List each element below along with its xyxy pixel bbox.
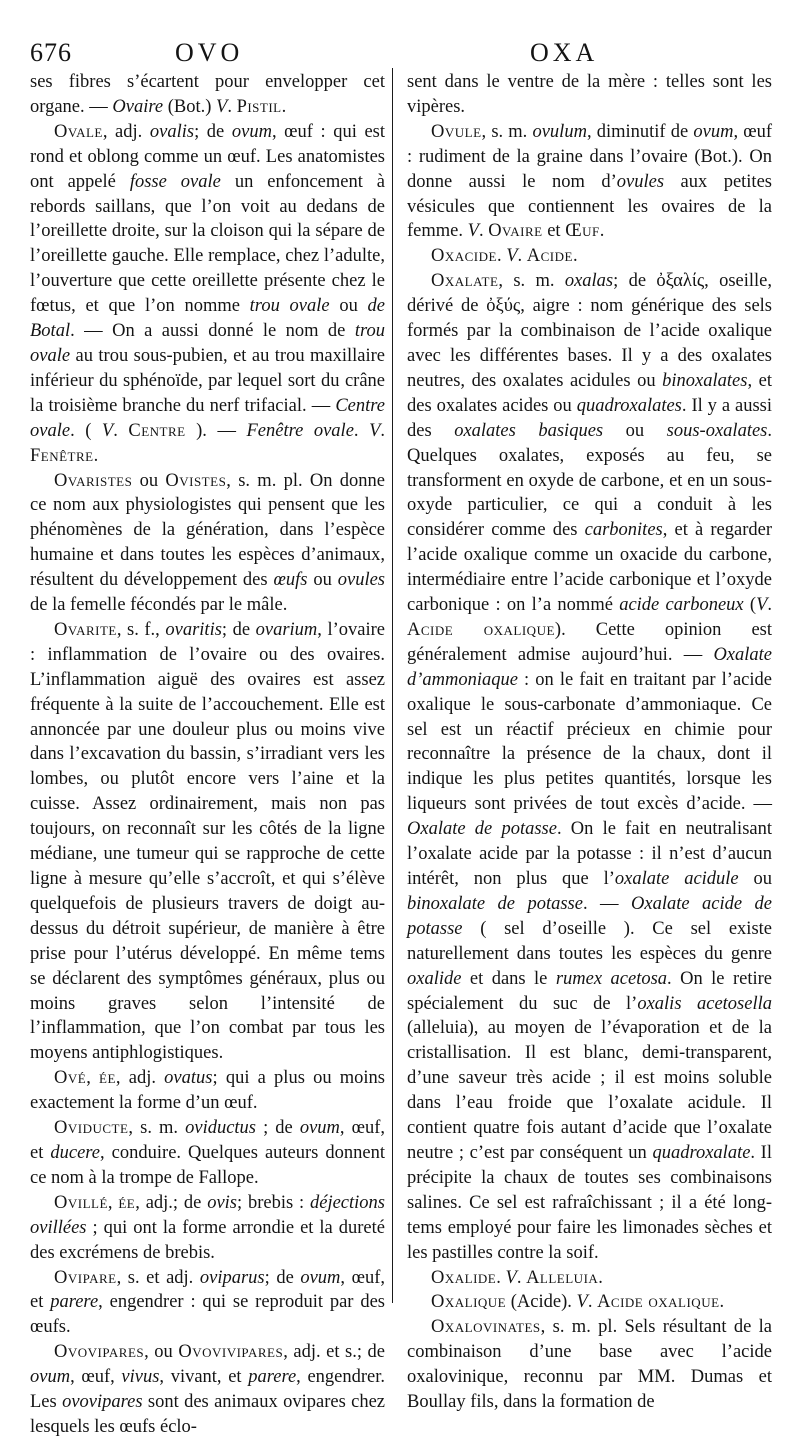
entry-oxalique: Oxalique (Acide). V. Acide oxalique. [431, 1292, 725, 1313]
entry-oviducte: Oviducte, s. m. oviductus ; de ovum, œuf, et ducere, conduire. Quelques auteurs donnent ce nom à la trompe de Fallope. [30, 1118, 385, 1188]
entry-oxacide: Oxacide. V. Acide. [431, 246, 578, 267]
entry-oxalovinates: Oxalovinates, s. m. pl. Sels résultant de la combinaison d’une base avec l’acide oxalovinique, reconnu par MM. Dumas et Boullay fils, dans la formation de [407, 1317, 772, 1413]
entry-ovarite: Ovarite, s. f., ovaritis; de ovarium, l’ovaire : inflammation de l’ovaire ou des ovaires. L’inflammation aiguë des ovaires est assez fréquente à la suite de l’accouchement. Elle est annoncée par une douleur plus ou moins vive dans l’excavation du bassin, s’irradiant vers les lombes, ou plutôt encore vers l’aine et la cuisse. Assez ordinairement, mais non pas toujours, on reconnaît sur les côtés de la ligne médiane, une tumeur qui se rapproche de cette ligne à mesure qu’elle s’accroît, et qui s’élève quelquefois de plusieurs travers de doigt au-dessus du détroit supérieur, de manière à être prise pour l’utérus développé. En même tems se déclarent des symptômes généraux, plus ou moins graves selon l’intensité de l’inflammation, que l’on combat par tous les moyens antiphlogistiques. [30, 619, 385, 1064]
column-divider [392, 68, 393, 1303]
entry-oxalide: Oxalide. V. Alleluia. [431, 1267, 603, 1288]
left-column [30, 70, 385, 1440]
page-number: 676 [30, 38, 72, 67]
entry-oxalate: Oxalate, s. m. oxalas; de ὀξαλίς, oseille, dérivé de ὀξύς, aigre : nom générique des sels formés par la combinaison de l’acide oxalique avec les différentes bases. Il y a des oxalates neutres, des oxalates acidules ou binoxalates, et des oxalates acides ou quadroxalates. Il y a aussi des oxalates basiques ou sous-oxalates. Quelques oxalates, exposés au feu, se transforment en oxyde de carbone, et en un sous-oxyde particulier, ce qui a conduit à les considérer comme des carbonites, et à regarder l’acide oxalique comme un oxacide du carbone, intermédiaire entre l’acide carbonique et l’oxyde carbonique : on l’a nommé acide carboneux (V. Acide oxalique). Cette opinion est généralement admise aujourd’hui. — Oxalate d’ammoniaque : on le fait en traitant par l’acide oxalique le sous-carbonate d’ammoniaque. Ce sel est un réactif précieux en chimie pour reconnaître la présence de la chaux, dont il indique les plus petites quantités, lorsque les liqueurs sont privées de tout excès d’acide. — Oxalate de potasse. On le fait en neutralisant l’oxalate acide par la potasse : il n’est d’aucun intérêt, non plus que l’oxalate acidule ou binoxalate de potasse. — Oxalate acide de potasse ( sel d’oseille ). Ce sel existe naturellement dans toutes les espèces du genre oxalide et dans le rumex acetosa. On le retire spécialement du suc de l’oxalis acetosella (alleluia), au moyen de l’évaporation et de la cristallisation. Il est blanc, demi-transparent, d’une saveur très acide ; il est moins soluble dans l’eau froide que l’oxalate acidule. Il contient quatre fois autant d’acide que l’oxalate neutre ; c’est par conséquent un quadroxalate. Il précipite la chaux de toutes ses combinaisons salines. Ce sel est rafraîchissant ; il a été long-tems employé pour faire les limonades sèches et les pastilles contre la soif. [407, 271, 773, 1263]
entry-oville: Ovillé, ée, adj.; de ovis; brebis : déjections ovillées ; qui ont la forme arrondie et la dureté des excrémens de brebis. [30, 1192, 385, 1263]
left-running-head: OVO [175, 38, 244, 67]
right-column [407, 70, 772, 1415]
entry-ovaristes: Ovaristes ou Ovistes, s. m. pl. On donne ce nom aux physiologistes qui pensent que les phénomènes de la génération, dans l’espèce humaine et dans toutes les espèces d’animaux, résultent du développement des œufs ou ovules de la femelle fécondés par le mâle. [30, 470, 385, 616]
entry-ove: Ové, ée, adj. ovatus; qui a plus ou moins exactement la forme d’un œuf. [30, 1068, 386, 1114]
entry-continuation: ses fibres s’écartent pour envelopper cet organe. — Ovaire (Bot.) V. Pistil. [30, 72, 385, 117]
entry-ovale: Ovale, adj. ovalis; de ovum, œuf : qui est rond et oblong comme un œuf. Les anatomistes ont appelé fosse ovale un enfoncement à rebords saillans, que l’on voit au dedans de l’oreillette droite, sur la cloison qui la sépare de l’oreillette gauche. Elle remplace, chez l’adulte, l’ouverture que cette oreillette présente chez le fœtus, et que l’on nomme trou ovale ou de Botal. — On a aussi donné le nom de trou ovale au trou sous-pubien, et au trou maxillaire inférieur du sphénoïde, par lequel sort du crâne la troisième branche du nerf trifacial. — Centre ovale. ( V. Centre ). — Fenêtre ovale. V. Fenêtre. [30, 121, 386, 466]
entry-ovipare: Ovipare, s. et adj. oviparus; de ovum, œuf, et parere, engendrer : qui se reproduit par des œufs. [30, 1267, 385, 1338]
entry-ovovipares: Ovovipares, ou Ovovivipares, adj. et s.; de ovum, œuf, vivus, vivant, et parere, engendrer. Les ovovipares sont des animaux ovipares chez lesquels les œufs éclo- [30, 1342, 386, 1437]
right-running-head: OXA [530, 38, 599, 67]
entry-continuation: sent dans le ventre de la mère : telles sont les vipères. [407, 72, 772, 117]
entry-ovule: Ovule, s. m. ovulum, diminutif de ovum, œuf : rudiment de la graine dans l’ovaire (Bot.). On donne aussi le nom d’ovules aux petites vésicules que contiennent les ovaires de la femme. V. Ovaire et Œuf. [407, 121, 772, 242]
